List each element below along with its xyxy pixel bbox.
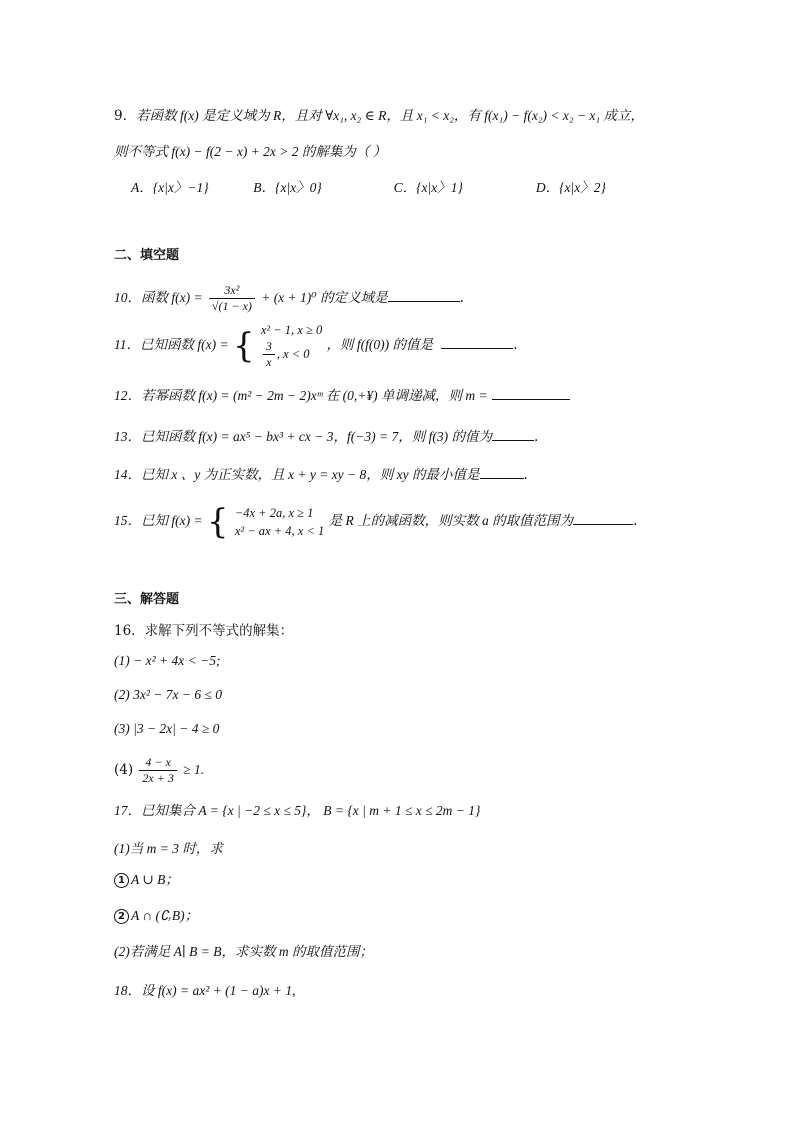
q10-answer-blank — [388, 289, 460, 302]
q15-cases: −4x + 2a, x ≥ 1 x² − ax + 4, x < 1 — [234, 505, 325, 538]
q12-answer-blank — [492, 387, 570, 400]
q9-option-b: B．{x|x〉0} — [253, 180, 322, 195]
q9-options — [131, 178, 606, 198]
q17-sub2: 2 A ∩ (∁ᵣB)； — [114, 906, 198, 926]
q17-part2: (2)若满足 A∣ B = B，求实数 m 的取值范围； — [114, 944, 374, 959]
q14-answer-blank — [480, 466, 524, 479]
q9-line2: 则不等式 f(x) − f(2 − x) + 2x > 2 的解集为（ ） — [114, 144, 387, 159]
q9-option-d: D．{x|x〉2} — [535, 180, 606, 195]
q13-answer-blank — [492, 428, 534, 441]
q11-answer-blank — [441, 336, 513, 349]
q14: 14．已知 x 、y 为正实数，且 x + y = xy − 8，则 xy 的最小值是 . — [114, 467, 528, 483]
q13: 13．已知函数 f(x) = ax⁵ − bx³ + cx − 3，f(−3) = 7，则 f(3) 的值为 . — [114, 429, 539, 445]
q9-option-c: C．{x|x〉1} — [393, 180, 463, 195]
q17-sub1: 1 A ∪ B； — [114, 870, 179, 890]
q11-cases: x² − 1, x ≥ 0 $\frac{3}{x}$ , x < 0 — [260, 323, 323, 369]
section-fill-in-title: 二、填空题 — [114, 248, 180, 263]
circled-one-icon: 1 — [114, 873, 129, 888]
q11: 11．已知函数 f(x) = { x² − 1, x ≥ 0 $\frac{3}{x}$ , x < 0 ，则 f(f(0)) 的值是 . — [114, 323, 518, 369]
q16-part4: (4) $\frac{4 - x}{2x + 3}$ ≥ 1. — [114, 755, 205, 785]
q15-answer-blank — [573, 512, 633, 525]
circled-two-icon: 2 — [114, 909, 129, 924]
q9-line1: 9．若函数 f(x) 是定义域为 R，且对 ∀x₁, x₂ ∈ R，且 x₁ < x₂，有 f(x₁) − f(x₂) < x₂ − x₁ 成立， — [114, 108, 644, 124]
q16-part2: (2) 3x² − 7x − 6 ≤ 0 — [114, 687, 223, 702]
q11-brace: { — [232, 325, 255, 366]
q16-part1: (1) − x² + 4x < −5; — [114, 653, 221, 668]
q15: 15．已知 f(x) = { −4x + 2a, x ≥ 1 x² − ax + 4, x < 1 是 R 上的减函数，则实数 a 的取值范围为 . — [114, 501, 638, 542]
q18: 18．设 f(x) = ax² + (1 − a)x + 1, — [114, 983, 296, 998]
section-answer-title: 三、解答题 — [114, 592, 180, 607]
q17-title: 17．已知集合 A = {x | −2 ≤ x ≤ 5}， B = {x | m + 1 ≤ x ≤ 2m − 1} — [114, 803, 481, 818]
q10: 10．函数 f(x) = $\frac{\text{3x²}}{√(1 - x)}$ + (x + 1)⁰ 的定义域是 . — [114, 283, 464, 313]
q10-fraction: $\frac{\text{3x²}}{√(1 - x)}$ — [209, 283, 255, 314]
q15-brace: { — [206, 501, 229, 542]
q16-title: 16．求解下列不等式的解集： — [114, 623, 294, 639]
q9-option-a: A．{x|x〉−1} — [131, 180, 209, 195]
q12: 12．若幂函数 f(x) = (m² − 2m − 2)xᵐ 在 (0,+¥) 单调递减，则 m = — [114, 386, 570, 406]
q16-part3: (3) |3 − 2x| − 4 ≥ 0 — [114, 721, 220, 736]
q17-part1: (1)当 m = 3 时，求 — [114, 841, 223, 856]
